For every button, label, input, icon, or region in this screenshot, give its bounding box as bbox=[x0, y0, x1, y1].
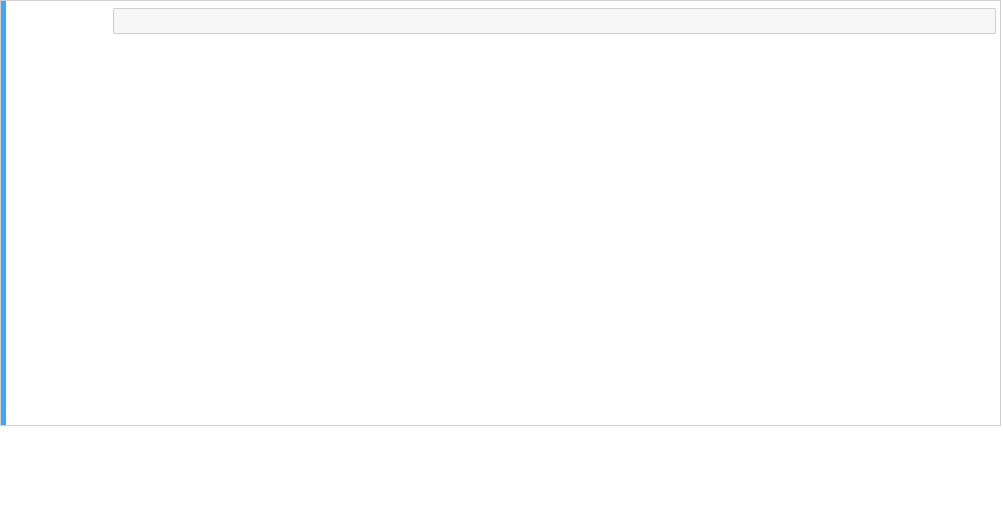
code-input[interactable] bbox=[113, 8, 996, 34]
output-area bbox=[118, 41, 988, 507]
cell-selection-bar bbox=[1, 1, 6, 425]
notes-section bbox=[118, 387, 988, 477]
